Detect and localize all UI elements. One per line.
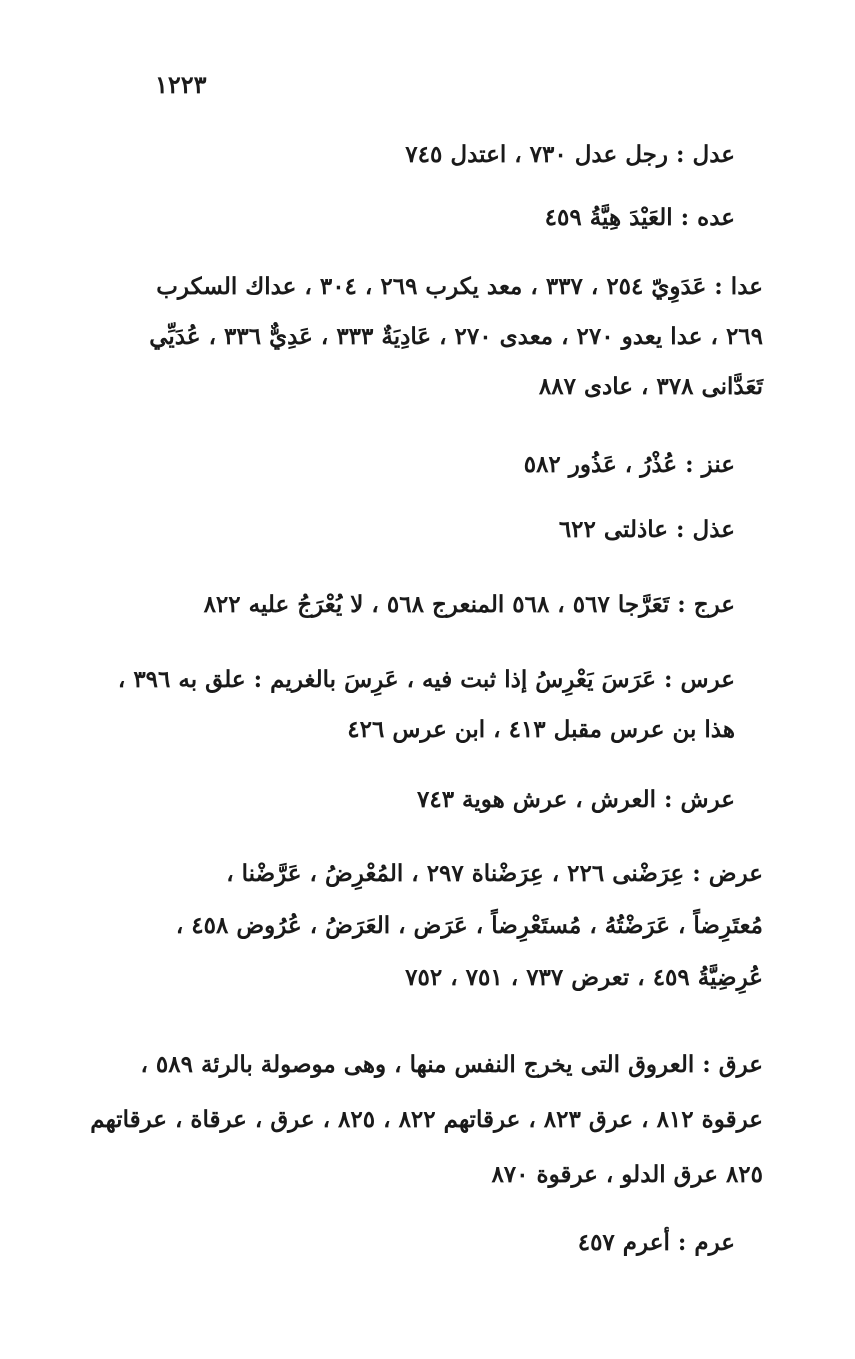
entry-line: عرس : عَرَسَ يَعْرِسُ إذا ثبت فيه ، عَرِسَ بالغريم : علق به ٣٩٦ ، bbox=[117, 666, 735, 693]
entry-arj bbox=[115, 580, 735, 630]
entry-line: تَعَدَّانى ٣٧٨ ، عادى ٨٨٧ bbox=[538, 373, 763, 400]
entry-line: عده : العَيْدَ هِيَّةُ ٤٥٩ bbox=[544, 204, 735, 231]
entry-line: عرج : تَعَرَّجا ٥٦٧ ، ٥٦٨ المنعرج ٥٦٨ ، لا يُعْرَجُ عليه ٨٢٢ bbox=[203, 591, 735, 618]
entry-line: عُرِضِيَّةُ ٤٥٩ ، تعرض ٧٣٧ ، ٧٥١ ، ٧٥٢ bbox=[405, 964, 763, 991]
entry-arq bbox=[90, 1037, 763, 1202]
entry-adhl bbox=[175, 505, 735, 555]
entry-line: عذل : عاذلتى ٦٢٢ bbox=[558, 516, 735, 543]
entry-line: عرق : العروق التى يخرج النفس منها ، وهى موصولة بالرئة ٥٨٩ ، bbox=[140, 1051, 763, 1078]
entry-arm bbox=[175, 1218, 735, 1268]
entry-ard bbox=[115, 848, 763, 1004]
entry-adh bbox=[175, 193, 735, 243]
entry-arsh bbox=[175, 775, 735, 825]
entry-line: عرم : أعرم ٤٥٧ bbox=[577, 1229, 735, 1256]
entry-line: عرض : عِرَضْنى ٢٢٦ ، عِرَضْناة ٢٩٧ ، المُعْرِضُ ، عَرَّضْنا ، bbox=[226, 860, 763, 887]
entry-line: عدا : عَدَوِيّ ٢٥٤ ، ٣٣٧ ، معد يكرب ٢٦٩ ، ٣٠٤ ، عداك السكرب bbox=[156, 273, 763, 300]
entry-line: ٨٢٥ عرق الدلو ، عرقوة ٨٧٠ bbox=[491, 1161, 763, 1188]
entry-line: عرقوة ٨١٢ ، عرق ٨٢٣ ، عرقاتهم ٨٢٢ ، ٨٢٥ ، عرق ، عرقاة ، عرقاتهم bbox=[90, 1106, 763, 1133]
entry-ars bbox=[115, 655, 735, 755]
entry-line: مُعتَرِضاً ، عَرَضْتُهُ ، مُستَعْرِضاً ، عَرَض ، العَرَضُ ، عُرُوض ٤٥٨ ، bbox=[175, 912, 763, 939]
entry-line: عدل : رجل عدل ٧٣٠ ، اعتدل ٧٤٥ bbox=[405, 141, 735, 168]
entry-adl bbox=[175, 130, 735, 180]
page-number: ١٢٢٣ bbox=[155, 70, 207, 99]
entry-line: ٢٦٩ ، عدا يعدو ٢٧٠ ، معدى ٢٧٠ ، عَادِيَةٌ ٣٣٣ ، عَدِيٌّ ٣٣٦ ، عُدَيِّي bbox=[149, 323, 763, 350]
entry-ada bbox=[115, 262, 763, 412]
entry-anz bbox=[175, 440, 735, 490]
entry-line: هذا بن عرس مقبل ٤١٣ ، ابن عرس ٤٢٦ bbox=[347, 716, 735, 743]
entry-line: عرش : العرش ، عرش هوية ٧٤٣ bbox=[416, 786, 735, 813]
entry-line: عنز : عُذْرُ ، عَذُور ٥٨٢ bbox=[523, 451, 735, 478]
